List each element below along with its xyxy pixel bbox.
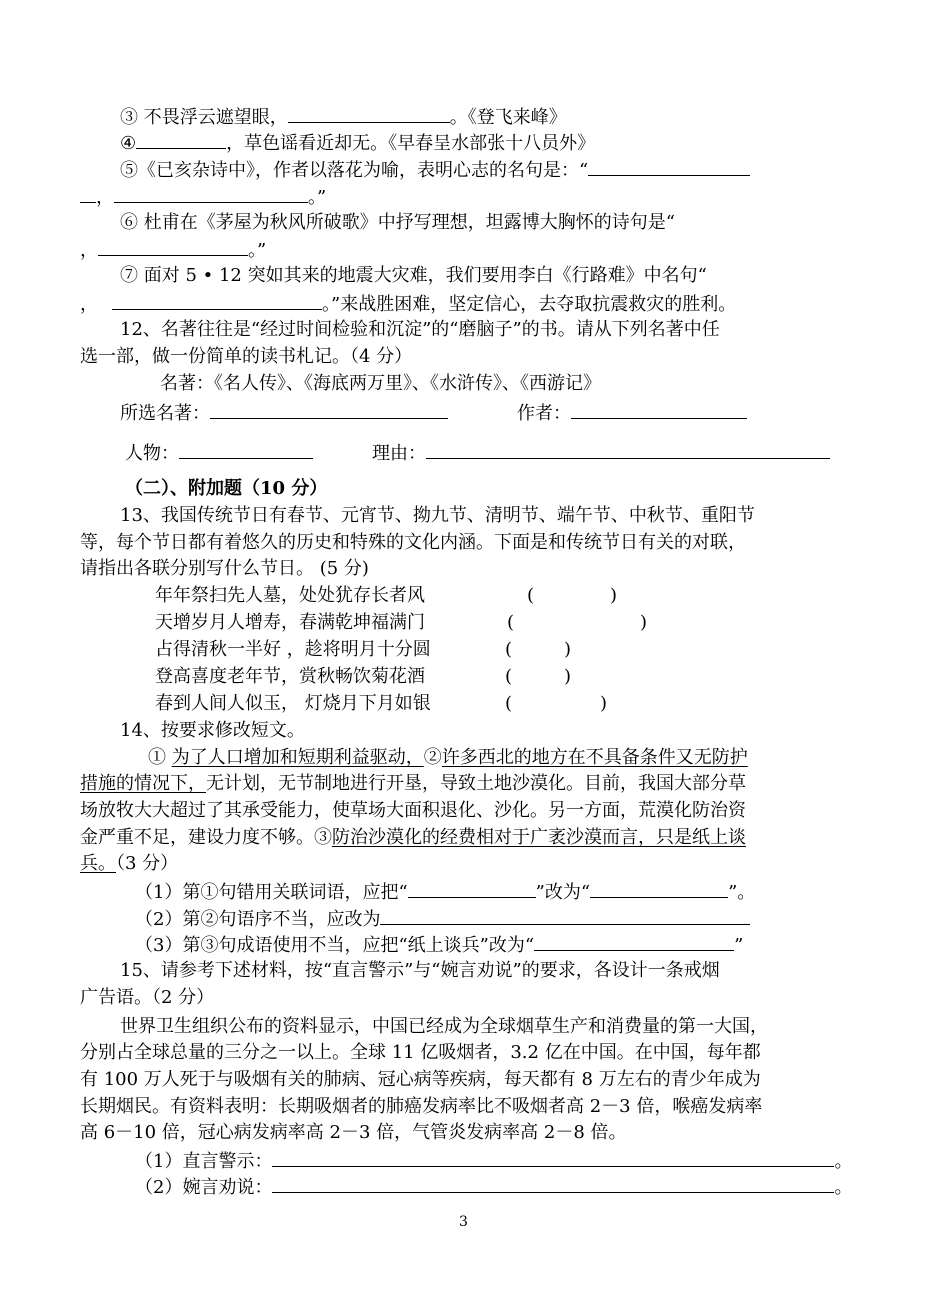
q15-answer-1: （1）直言警示： 。 (135, 1148, 852, 1174)
couplet-2: 天增岁月人增寿，春满乾坤福满门 (155, 612, 425, 633)
author-field[interactable] (571, 400, 747, 419)
q11-item-5-cont: ， 。” (80, 184, 326, 210)
q14-passage-line4: 金严重不足，建设力度不够。③防治沙漠化的经费相对于广袤沙漠而言，只是纸上谈 (80, 827, 746, 848)
q11-item-3: ③ 不畏浮云遮望眼， 。《登飞来峰》 (120, 104, 567, 130)
answer-paren-open: ( (505, 639, 513, 660)
answer-paren-close: ) (564, 639, 572, 660)
q14-sub-2: （2）第②句语序不当，应改为 (135, 906, 750, 932)
answer-paren-close: ) (610, 585, 618, 606)
q14-sub-1: （1）第①句错用关联词语，应把“ ”改为“ ”。 (135, 879, 755, 905)
answer-blank[interactable] (288, 104, 450, 123)
couplet-1: 年年祭扫先人墓，处处犹存长者风 (155, 585, 425, 606)
q15-material-line5: 高 6－10 倍，冠心病发病率高 2－3 倍，气管炎发病率高 2－8 倍。 (80, 1122, 627, 1143)
q11-item-6: ⑥ 杜甫在《茅屋为秋风所破歌》中抒写理想，坦露博大胸怀的诗句是“ (120, 212, 675, 233)
q15-material-line1: 世界卫生组织公布的资料显示，中国已经成为全球烟草生产和消费量的第一大国， (120, 1016, 768, 1037)
q15-material-line4: 长期烟民。有资料表明：长期吸烟者的肺癌发病率比不吸烟者高 2－3 倍，喉癌发病率 (80, 1096, 763, 1117)
answer-blank[interactable] (98, 237, 248, 256)
couplet-4: 登高喜度老年节，赏秋畅饮菊花酒 (155, 666, 425, 687)
answer-paren-open: ( (505, 693, 513, 714)
answer-blank[interactable] (408, 879, 536, 898)
q14-passage-line3: 场放牧大大超过了其承受能力，使草场大面积退化、沙化。另一方面，荒漠化防治资 (80, 800, 746, 821)
q15-prompt-line2: 广告语。（2 分） (80, 987, 215, 1008)
answer-blank[interactable] (590, 879, 728, 898)
q14-passage-line2: 措施的情况下，无计划，无节制地进行开垦，导致土地沙漠化。目前，我国大部分草 (80, 773, 746, 794)
character-field[interactable] (179, 440, 313, 459)
q13-prompt-line3: 请指出各联分别写什么节日。 (5 分) (80, 558, 369, 579)
q14-passage-line1: ① 为了人口增加和短期利益驱动，②许多西北的地方在不具备条件又无防护 (148, 747, 748, 768)
q11-item-7: ⑦ 面对 5 • 12 突如其来的地震大灾难，我们要用李白《行路难》中名句“ (120, 265, 707, 286)
answer-blank[interactable] (136, 130, 226, 149)
couplet-5: 春到人间人似玉， 灯烧月下月如银 (155, 693, 431, 714)
q12-works: 名著：《名人传》、《海底两万里》、《水浒传》、《西游记》 (160, 373, 601, 394)
section-heading: （二）、附加题（10 分） (125, 478, 328, 499)
q11-item-5: ⑤《已亥杂诗中》，作者以落花为喻，表明心志的名句是：“ (120, 157, 750, 183)
q11-item-7-cont: ， 。”来战胜困难，坚定信心，去夺取抗震救灾的胜利。 (80, 291, 736, 317)
direct-warning-field[interactable] (272, 1148, 834, 1167)
page-number: 3 (459, 1214, 468, 1230)
answer-blank[interactable] (112, 291, 322, 310)
gentle-persuasion-field[interactable] (272, 1174, 834, 1193)
q15-material-line3: 有 100 万人死于与吸烟有关的肺病、冠心病等疾病，每天都有 8 万左右的青少年成为 (80, 1069, 761, 1090)
q13-prompt-line2: 等，每个节日都有着悠久的历史和特殊的文化内涵。下面是和传统节日有关的对联， (80, 532, 746, 553)
answer-blank[interactable] (114, 184, 308, 203)
q11-item-4: ④ ，草色谣看近却无。《早春呈水部张十八员外》 (120, 130, 595, 156)
answer-blank[interactable] (80, 184, 96, 203)
q12-reason-row: 理由： (372, 440, 830, 466)
q11-item-6-cont: ， 。” (80, 237, 266, 263)
q14-passage-line5: 兵。（3 分） (80, 853, 179, 874)
answer-paren-close: ) (640, 612, 648, 633)
q12-character-row: 人物： (125, 440, 313, 466)
couplet-3: 占得清秋一半好 ，趁将明月十分圆 (155, 639, 431, 660)
q13-prompt-line1: 13、我国传统节日有春节、元宵节、拗九节、清明节、端午节、中秋节、重阳节 (120, 505, 755, 526)
answer-paren-open: ( (527, 585, 535, 606)
answer-blank[interactable] (588, 157, 750, 176)
q12-chosen-row: 所选名著： (120, 400, 448, 426)
answer-blank[interactable] (534, 932, 734, 951)
q14-sub-3: （3）第③句成语使用不当，应把“纸上谈兵”改为“ ” (135, 932, 743, 958)
answer-paren-close: ) (564, 666, 572, 687)
q15-prompt-line1: 15、请参考下述材料，按“直言警示”与“婉言劝说”的要求，各设计一条戒烟 (120, 960, 720, 981)
q12-prompt-line1: 12、名著往往是“经过时间检验和沉淀”的“磨脑子”的书。请从下列名著中任 (120, 319, 720, 340)
answer-paren-close: ) (600, 693, 608, 714)
answer-blank[interactable] (380, 906, 750, 925)
q15-material-line2: 分别占全球总量的三分之一以上。全球 11 亿吸烟者，3.2 亿在中国。在中国，每年都 (80, 1042, 761, 1063)
answer-paren-open: ( (505, 666, 513, 687)
answer-paren-open: ( (507, 612, 515, 633)
chosen-work-field[interactable] (210, 400, 448, 419)
q12-prompt-line2: 选一部，做一份简单的读书札记。（4 分） (80, 346, 413, 367)
q14-title: 14、按要求修改短文。 (120, 720, 305, 741)
q15-answer-2: （2）婉言劝说： 。 (135, 1174, 852, 1200)
q12-author-row: 作者： (517, 400, 747, 426)
reason-field[interactable] (426, 440, 830, 459)
